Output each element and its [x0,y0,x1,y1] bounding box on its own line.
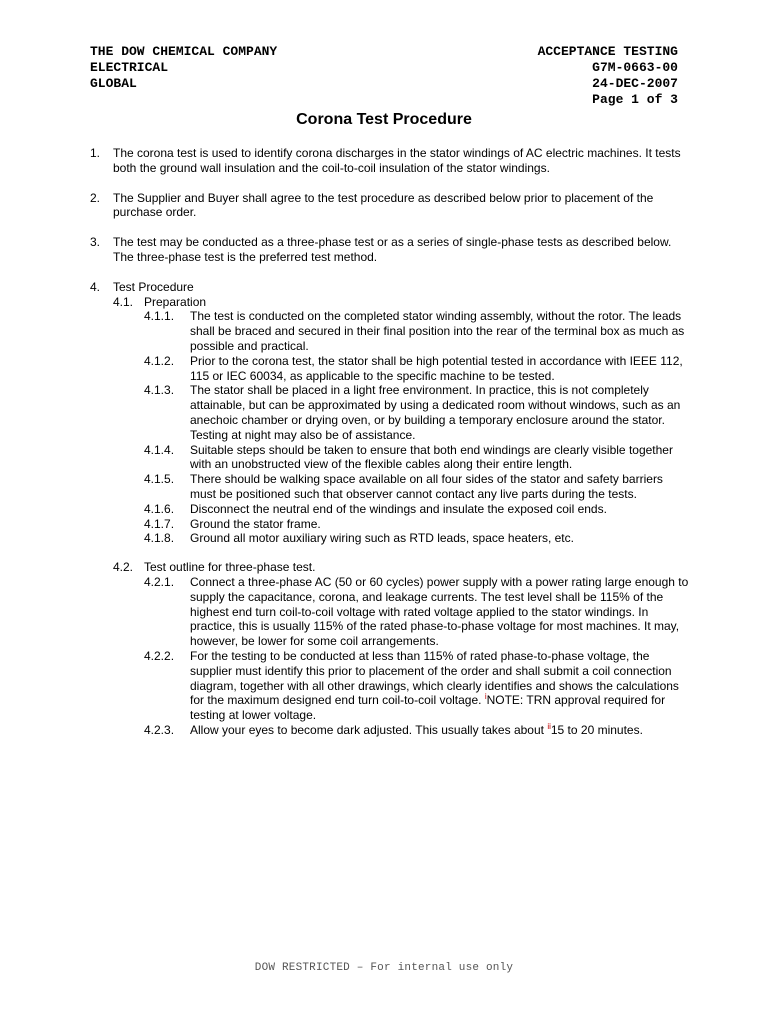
item-number: 3. [90,235,101,250]
document-type: ACCEPTANCE TESTING [537,44,678,59]
step-number: 4.1.6. [144,501,175,516]
step-text: Suitable steps should be taken to ensure that both end windings are clearly visible together with an unobstructed view of the flexible cables along their entire length. [190,442,673,472]
section-number: 4.2. [113,560,134,575]
endnote-marker[interactable]: ii [547,721,551,731]
step-item [90,383,690,442]
item-number: 1. [90,146,101,160]
list-item [90,146,690,176]
subsection-heading [90,560,690,575]
step-number: 4.2.3. [144,722,175,737]
department: ELECTRICAL [90,60,169,75]
step-number: 4.1.8. [144,531,175,546]
list-item [90,280,690,295]
step-text [190,723,690,738]
page-title: Corona Test Procedure [296,111,472,128]
document-body [90,146,690,738]
item-text: The test may be conducted as a three-phase test or as a series of single-phase tests as described below. The three-phase test is the preferred test method. [113,235,672,264]
item-text: The corona test is used to identify corona discharges in the stator windings of AC electric machines. It tests both the ground wall insulation and the coil-to-coil insulation of the stator windings. [113,146,681,175]
item-number: 4. [90,279,101,294]
step-number: 4.1.4. [144,442,175,457]
step-item [90,575,690,649]
step-text-part: Allow your eyes to become dark adjusted. This usually takes about [190,722,548,737]
step-text: Ground all motor auxiliary wiring such as RTD leads, space heaters, etc. [190,531,574,546]
step-item [90,443,690,473]
step-text: Connect a three-phase AC (50 or 60 cycles) power supply with a power rating large enough to supply the capacitance, corona, and leakage currents. The test level shall be 115% of the highest end turn coil-to-coil voltage with rated voltage applied to the stator windings. In practice, this is usually 115% of the rated phase-to-phase voltage for most machines. It may, however, be lower for some coil arrangements. [190,574,689,649]
scope: GLOBAL [90,76,137,91]
step-text-part: 15 to 20 minutes. [550,722,643,737]
section-title: Preparation [144,294,207,309]
header-left [90,44,277,92]
step-text: There should be walking space available on all four sides of the stator and safety barriers must be positioned such that observer cannot contact any live parts during the tests. [190,472,663,501]
section-number: 4.1. [113,294,134,309]
step-text-part: NOTE: TRN approval required for testing at lower voltage. [190,693,666,723]
step-number: 4.1.7. [144,516,175,531]
document-number: G7M-0663-00 [592,60,678,75]
document-date: 24-DEC-2007 [592,76,678,91]
step-text: Ground the stator frame. [190,516,321,531]
subsection-heading [90,295,690,310]
step-text: Disconnect the neutral end of the windings and insulate the exposed coil ends. [190,501,607,516]
step-text [190,649,690,723]
step-number: 4.1.2. [144,353,175,368]
step-number: 4.1.3. [144,383,175,398]
step-number: 4.1.5. [144,472,175,487]
list-item [90,191,690,221]
step-item [90,502,690,517]
step-item [90,472,690,502]
step-number: 4.2.2. [144,648,175,663]
step-number: 4.1.1. [144,309,175,324]
endnote-marker[interactable]: i [484,692,487,702]
step-text: The stator shall be placed in a light free environment. In practice, this is not completely attainable, but can be approximated by using a dedicated room without windows, such as an anechoic chamber or drying oven, or by building a temporary enclosure around the stator. Testing at night may also be of assistance. [190,383,681,442]
step-item [90,354,690,384]
step-item [90,517,690,532]
step-text-part: For the testing to be conducted at less than 115% of rated phase-to-phase voltage, the supplier must identify this prior to placement of the order and shall submit a coil connection diagram, together with all other drawings, which clearly identifies and shows the calculations for the maximum designed end turn coil-to-coil voltage. [190,648,679,708]
step-item [90,723,690,738]
item-text: The Supplier and Buyer shall agree to the test procedure as described below prior to placement of the purchase order. [113,190,654,220]
step-item [90,649,690,723]
step-text: Prior to the corona test, the stator shall be high potential tested in accordance with IEEE 112, 115 or IEC 60034, as applicable to the specific machine to be tested. [190,353,683,383]
footer-classification: DOW RESTRICTED – For internal use only [254,962,514,974]
section-title: Test outline for three-phase test. [144,560,316,575]
item-text: Test Procedure [113,279,194,294]
step-number: 4.2.1. [144,574,175,589]
page-number: Page 1 of 3 [592,92,678,107]
company-name: THE DOW CHEMICAL COMPANY [90,44,278,59]
list-item [90,235,690,265]
step-item [90,309,690,353]
item-number: 2. [90,190,101,205]
step-item [90,531,690,546]
step-text: The test is conducted on the completed stator winding assembly, without the rotor. The leads shall be braced and secured in their final position into the rear of the terminal box as much as possible and practical. [190,309,685,353]
header-right [538,44,678,108]
